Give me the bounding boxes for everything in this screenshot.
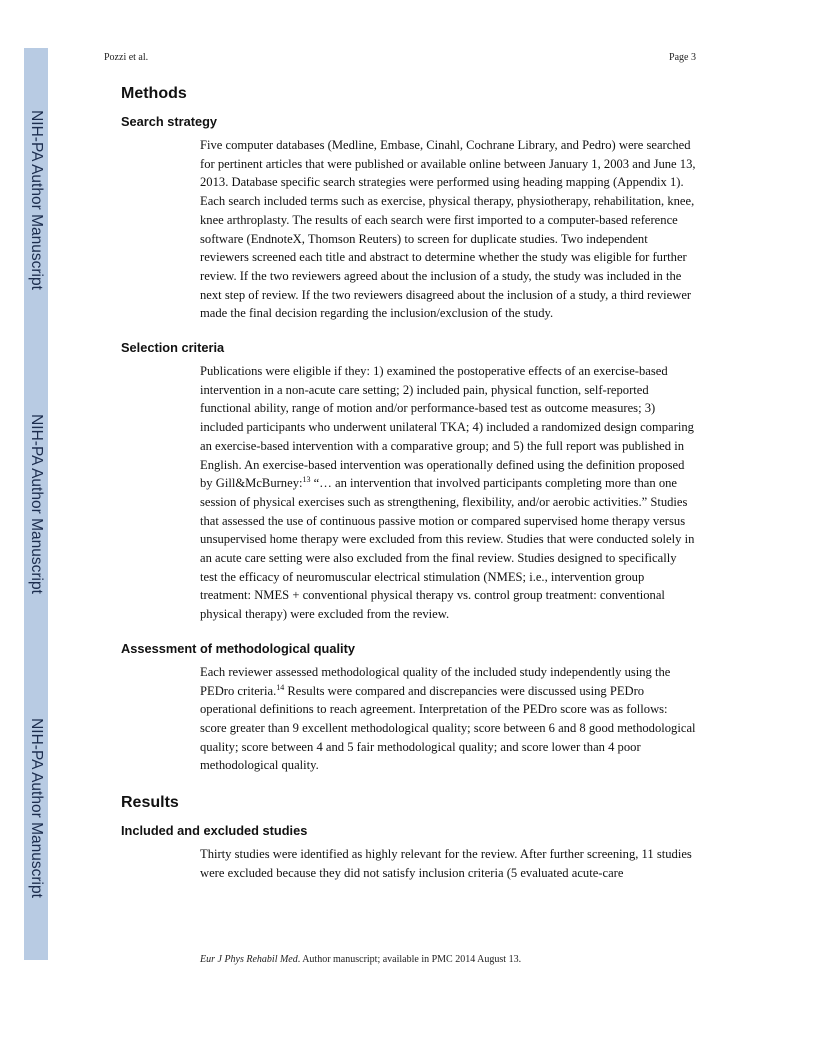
subsection-heading-methodological-quality: Assessment of methodological quality bbox=[121, 640, 355, 656]
paragraph-methodological-quality: Each reviewer assessed methodological quality of the included study independently using the PEDro criteria.$^{14}$ Results were compared and discrepancies were discussed using PEDro operational definitions to reach agreement. Interpretation of the PEDro score was as follows: score greater than 9 excellent methodological quality; score between 6 and 8 good methodological quality; score between 4 and 5 fair methodological quality; and score lower than 4 poor methodological quality. bbox=[200, 664, 696, 773]
footer-note: . Author manuscript; available in PMC 2014 August 13. bbox=[297, 954, 522, 965]
nih-sidebar bbox=[24, 48, 48, 960]
citation-ref: 13 bbox=[302, 475, 311, 485]
subsection-heading-search-strategy: Search strategy bbox=[121, 114, 218, 129]
running-head-authors: Pozzi et al. bbox=[104, 52, 149, 63]
section-heading-results: Results bbox=[121, 794, 179, 812]
paragraph-included-excluded: Thirty studies were identified as highly relevant for the review. After further screening, 11 studies were excluded because they did not satisfy inclusion criteria (5 evaluated acute-care bbox=[200, 847, 692, 880]
section-heading-methods: Methods bbox=[121, 85, 187, 102]
subsection-heading-included-excluded: Included and excluded studies bbox=[121, 823, 308, 839]
running-head bbox=[104, 52, 696, 63]
page-footer bbox=[200, 954, 521, 965]
citation-ref: 14 bbox=[276, 682, 285, 692]
footer-journal: Eur J Phys Rehabil Med bbox=[200, 954, 298, 965]
sidebar-label: NIH-PA Author Manuscript bbox=[28, 414, 46, 594]
paragraph-selection-criteria: Publications were eligible if they: 1) examined the postoperative effects of an exercise-based intervention in a non-acute care setting; 2) included pain, physical function, self-reported functional ability, range of motion and/or performance-based test as outcome measures; 3) included participants who underwent unilateral TKA; 4) included a randomized design comparing an exercise-based intervention with a comparative group; and 5) the full report was published in English. An exercise-based intervention was operationally defined using the definition proposed by Gill&McBurney:$^{13}$ “… an intervention that involved participants completing more than one session of physical exercises such as strengthening, flexibility, and/or aerobic activities.” Studies that assessed the use of continuous passive motion or compared supervised home therapy versus unsupervised home therapy were excluded from this review. Studies that were conducted solely in an acute care setting were also excluded from the final review. Studies designed to specifically test the efficacy of neuromuscular electrical stimulation (NMES; i.e., intervention group treatment: NMES + conventional physical therapy vs. control group treatment: conventional physical therapy) were excluded from the review. bbox=[200, 364, 695, 622]
running-head-page: Page 3 bbox=[669, 52, 696, 63]
sidebar-label: NIH-PA Author Manuscript bbox=[28, 110, 46, 290]
sidebar-label: NIH-PA Author Manuscript bbox=[28, 718, 46, 898]
subsection-heading-selection-criteria: Selection criteria bbox=[121, 340, 225, 356]
paragraph-search-strategy: Five computer databases (Medline, Embase, Cinahl, Cochrane Library, and Pedro) were searched for pertinent articles that were published or available online between January 1, 2003 and June 13, 2013. Database specific search strategies were performed using heading mapping (Appendix 1). Each search included terms such as exercise, physical therapy, physiotherapy, rehabilitation, knee, knee arthroplasty. The results of each search were first imported to a computer-based reference software (EndnoteX, Thomson Reuters) to screen for duplicate studies. Two independent reviewers screened each title and abstract to determine whether the study was eligible for further review. If the two reviewers agreed about the inclusion of a study, the study was included in the next step of review. If the two reviewers disagreed about the inclusion of a study, a third reviewer made the final decision regarding the inclusion/exclusion of the study. bbox=[200, 138, 696, 321]
article-body bbox=[121, 84, 697, 883]
